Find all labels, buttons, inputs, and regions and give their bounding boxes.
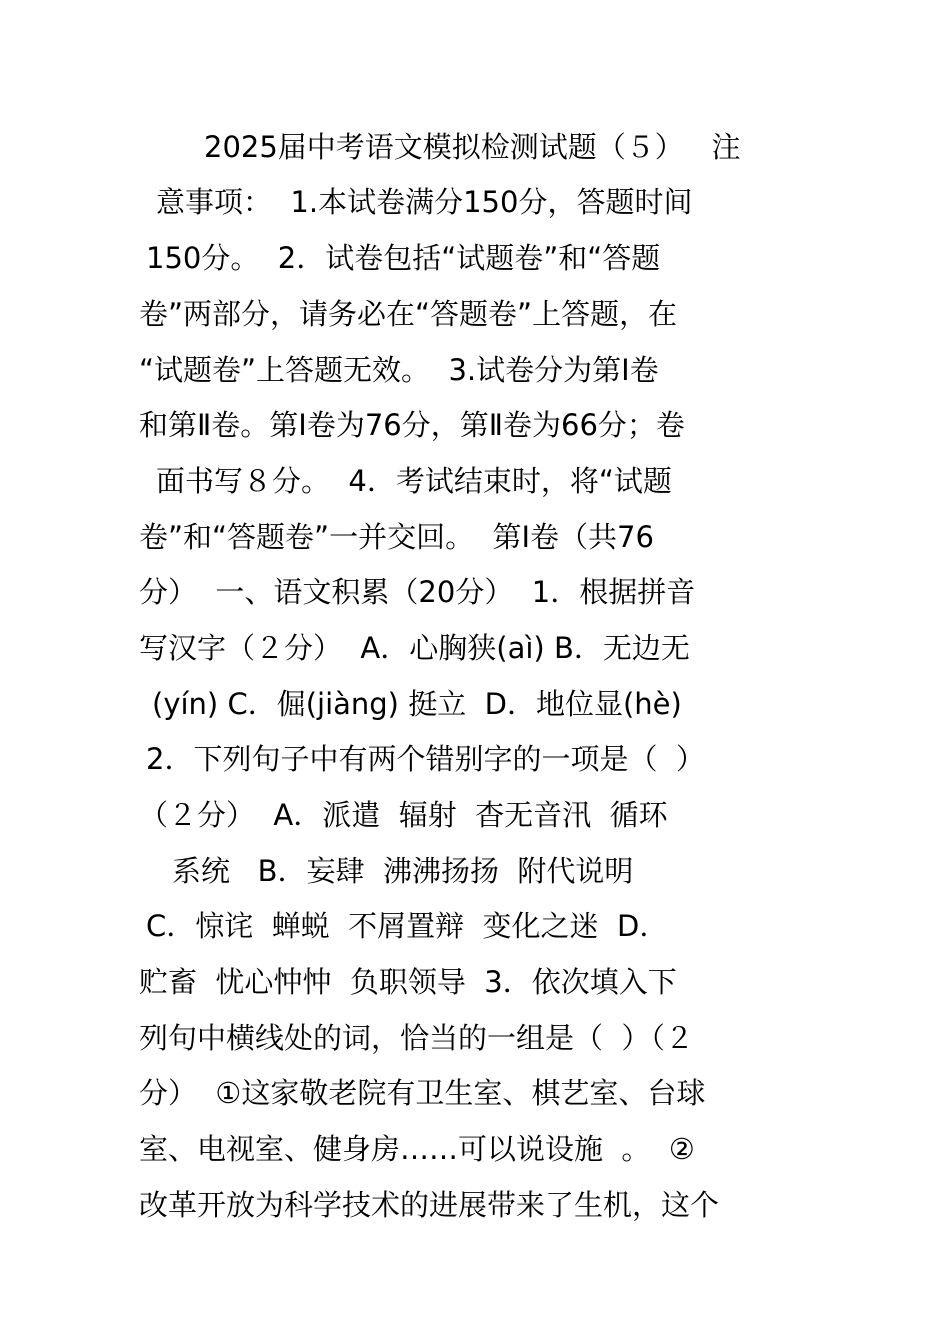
text-line-content: 2025届中考语文模拟检测试题（５） 注 xyxy=(204,130,741,164)
text-line-content: 意事项： 1.本试卷满分150分，答题时间 xyxy=(156,185,693,219)
text-line xyxy=(0,1177,950,1233)
text-line xyxy=(0,509,950,565)
text-line-content: 贮畜 忧心忡忡 负职领导 3．依次填入下 xyxy=(139,965,677,999)
text-line xyxy=(0,954,950,1010)
text-line-content: 150分。 2．试卷包括“试题卷”和“答题 xyxy=(146,241,661,275)
text-line xyxy=(0,119,950,175)
text-line xyxy=(0,342,950,398)
text-line xyxy=(0,787,950,843)
text-line xyxy=(0,286,950,342)
text-line-content: “试题卷”上答题无效。 3.试卷分为第Ⅰ卷 xyxy=(139,353,659,387)
text-line-content: C．惊诧 蝉蜕 不屑置辩 变化之迷 D． xyxy=(146,909,669,943)
text-line-content: 室、电视室、健身房……可以说设施 。 ② xyxy=(139,1132,695,1166)
text-line xyxy=(0,731,950,787)
text-line-content: 卷”和“答题卷”一并交回。 第Ⅰ卷（共76 xyxy=(139,520,654,554)
text-line-content: 和第Ⅱ卷。第Ⅰ卷为76分，第Ⅱ卷为66分；卷 xyxy=(139,408,685,442)
text-line xyxy=(0,1121,950,1177)
text-line xyxy=(0,174,950,230)
text-line xyxy=(0,230,950,286)
text-line-content: 写汉字（２分） A．心胸狭(aì) B．无边无 xyxy=(139,631,690,665)
text-line xyxy=(0,564,950,620)
text-line xyxy=(0,397,950,453)
text-line-content: 2．下列句子中有两个错别字的一项是（ ） xyxy=(146,742,705,776)
text-line xyxy=(0,898,950,954)
text-line xyxy=(0,1010,950,1066)
text-line xyxy=(0,676,950,732)
text-line xyxy=(0,843,950,899)
text-line xyxy=(0,1065,950,1121)
text-line xyxy=(0,620,950,676)
text-line-content: 卷”两部分，请务必在“答题卷”上答题，在 xyxy=(139,297,678,331)
text-line-content: 面书写８分。 4．考试结束时，将“试题 xyxy=(156,464,672,498)
text-line-content: 改革开放为科学技术的进展带来了生机，这个 xyxy=(139,1188,720,1222)
text-line-content: 系统 B．妄肆 沸沸扬扬 附代说明 xyxy=(172,854,634,888)
text-line-content: (yín) C．倔(jiàng) 挺立 D．地位显(hè) xyxy=(152,687,682,721)
text-line-content: （２分） A．派遣 辐射 杳无音汛 循环 xyxy=(139,798,668,832)
text-line-content: 列句中横线处的词，恰当的一组是（ ）（２ xyxy=(139,1021,694,1055)
text-line-content: 分） 一、语文积累（20分） 1．根据拼音 xyxy=(139,575,696,609)
text-line-content: 分） ①这家敬老院有卫生室、棋艺室、台球 xyxy=(139,1076,706,1110)
text-line xyxy=(0,453,950,509)
